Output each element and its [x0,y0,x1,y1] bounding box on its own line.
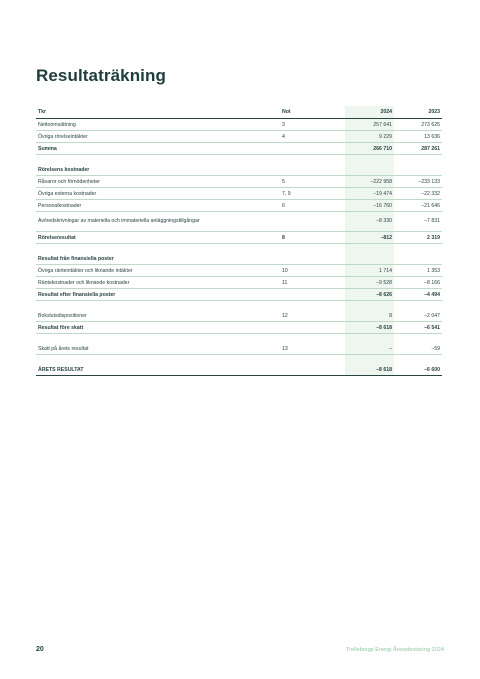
row-note [268,364,341,376]
row-label: Summa [36,143,268,155]
row-note: 5 [268,176,341,188]
row-note: 7, 9 [268,188,341,200]
row-value-2024: −9 528 [341,277,394,289]
row-value-2023: 273 625 [394,119,442,131]
row-value-2024: 1 714 [341,265,394,277]
footer-text: Trelleborgs Energi Årsredovisning 2024 [345,647,444,653]
row-label: Av/nedskrivningar av materiella och immateriella anläggningstillgångar [36,212,268,232]
row-value-2024: −19 474 [341,188,394,200]
row-value-2024: 9 229 [341,131,394,143]
row-label: Övriga ränteintäkter och liknande intäkter [36,265,268,277]
spacer-row [36,334,442,344]
row-value-2023: −7 831 [394,212,442,232]
spacer-row [36,355,442,365]
total-row [36,322,442,334]
table-row [36,265,442,277]
row-label: Räntekostnader och liknande kostnader [36,277,268,289]
row-label: Övriga externa kostnader [36,188,268,200]
row-label: Skatt på årets resultat [36,343,268,355]
table-row [36,119,442,131]
header-note: Not [268,106,341,119]
row-note [268,212,341,232]
spacer-row [36,155,442,165]
row-value-2023: 1 353 [394,265,442,277]
row-value-2023: −8 166 [394,277,442,289]
row-value-2024: – [341,343,394,355]
total-row [36,232,442,244]
table-row [36,310,442,322]
row-label: Råvaror och förnödenheter [36,176,268,188]
table-row [36,176,442,188]
header-2024: 2024 [341,106,394,119]
row-value-2024: −8 626 [341,289,394,301]
row-label: Nettoomsättning [36,119,268,131]
row-note: 4 [268,131,341,143]
income-statement-table [36,106,442,376]
page-number: 20 [36,646,44,653]
row-value-2024: 266 710 [341,143,394,155]
row-note: 12 [268,310,341,322]
row-label: ÅRETS RESULTAT [36,364,268,376]
table-row [36,200,442,212]
row-value-2023: −6 600 [394,364,442,376]
row-value-2024: −8 618 [341,364,394,376]
row-value-2024: −8 330 [341,212,394,232]
row-note: 13 [268,343,341,355]
row-value-2024: −8 618 [341,322,394,334]
row-value-2023: 287 261 [394,143,442,155]
row-value-2023: −21 646 [394,200,442,212]
row-value-2023: 2 319 [394,232,442,244]
row-value-2023: −6 541 [394,322,442,334]
row-note [268,322,341,334]
row-value-2023: −233 133 [394,176,442,188]
row-value-2023: −22 332 [394,188,442,200]
section-heading: Rörelsens kostnader [36,164,268,176]
row-value-2023: −4 494 [394,289,442,301]
row-value-2024: 8 [341,310,394,322]
row-note: 10 [268,265,341,277]
row-note [268,289,341,301]
row-note: 6 [268,200,341,212]
row-note [268,143,341,155]
row-label: Övriga rörelseintäkter [36,131,268,143]
header-label: Tkr [36,106,268,119]
total-row [36,143,442,155]
spacer-row [36,244,442,254]
total-row [36,364,442,376]
row-value-2024: 257 641 [341,119,394,131]
table-row [36,131,442,143]
row-value-2023: 13 636 [394,131,442,143]
row-value-2024: −16 760 [341,200,394,212]
row-value-2023: −59 [394,343,442,355]
header-2023: 2023 [394,106,442,119]
total-row [36,289,442,301]
row-note: 11 [268,277,341,289]
table-row [36,277,442,289]
row-label: Rörelseresultat [36,232,268,244]
table-row [36,212,442,232]
section-heading-row [36,253,442,265]
section-heading: Resultat från finansiella poster [36,253,268,265]
row-label: Personalkostnader [36,200,268,212]
row-label: Bokslutsdispositioner [36,310,268,322]
page-title: Resultaträkning [36,66,166,85]
row-value-2024: −222 958 [341,176,394,188]
row-note: 3 [268,119,341,131]
table-row [36,188,442,200]
table-row [36,343,442,355]
row-value-2024: −812 [341,232,394,244]
spacer-row [36,301,442,311]
row-label: Resultat efter finansiella poster [36,289,268,301]
section-heading-row [36,164,442,176]
table-header-row [36,106,442,119]
row-note: 8 [268,232,341,244]
row-value-2023: −2 047 [394,310,442,322]
row-label: Resultat före skatt [36,322,268,334]
